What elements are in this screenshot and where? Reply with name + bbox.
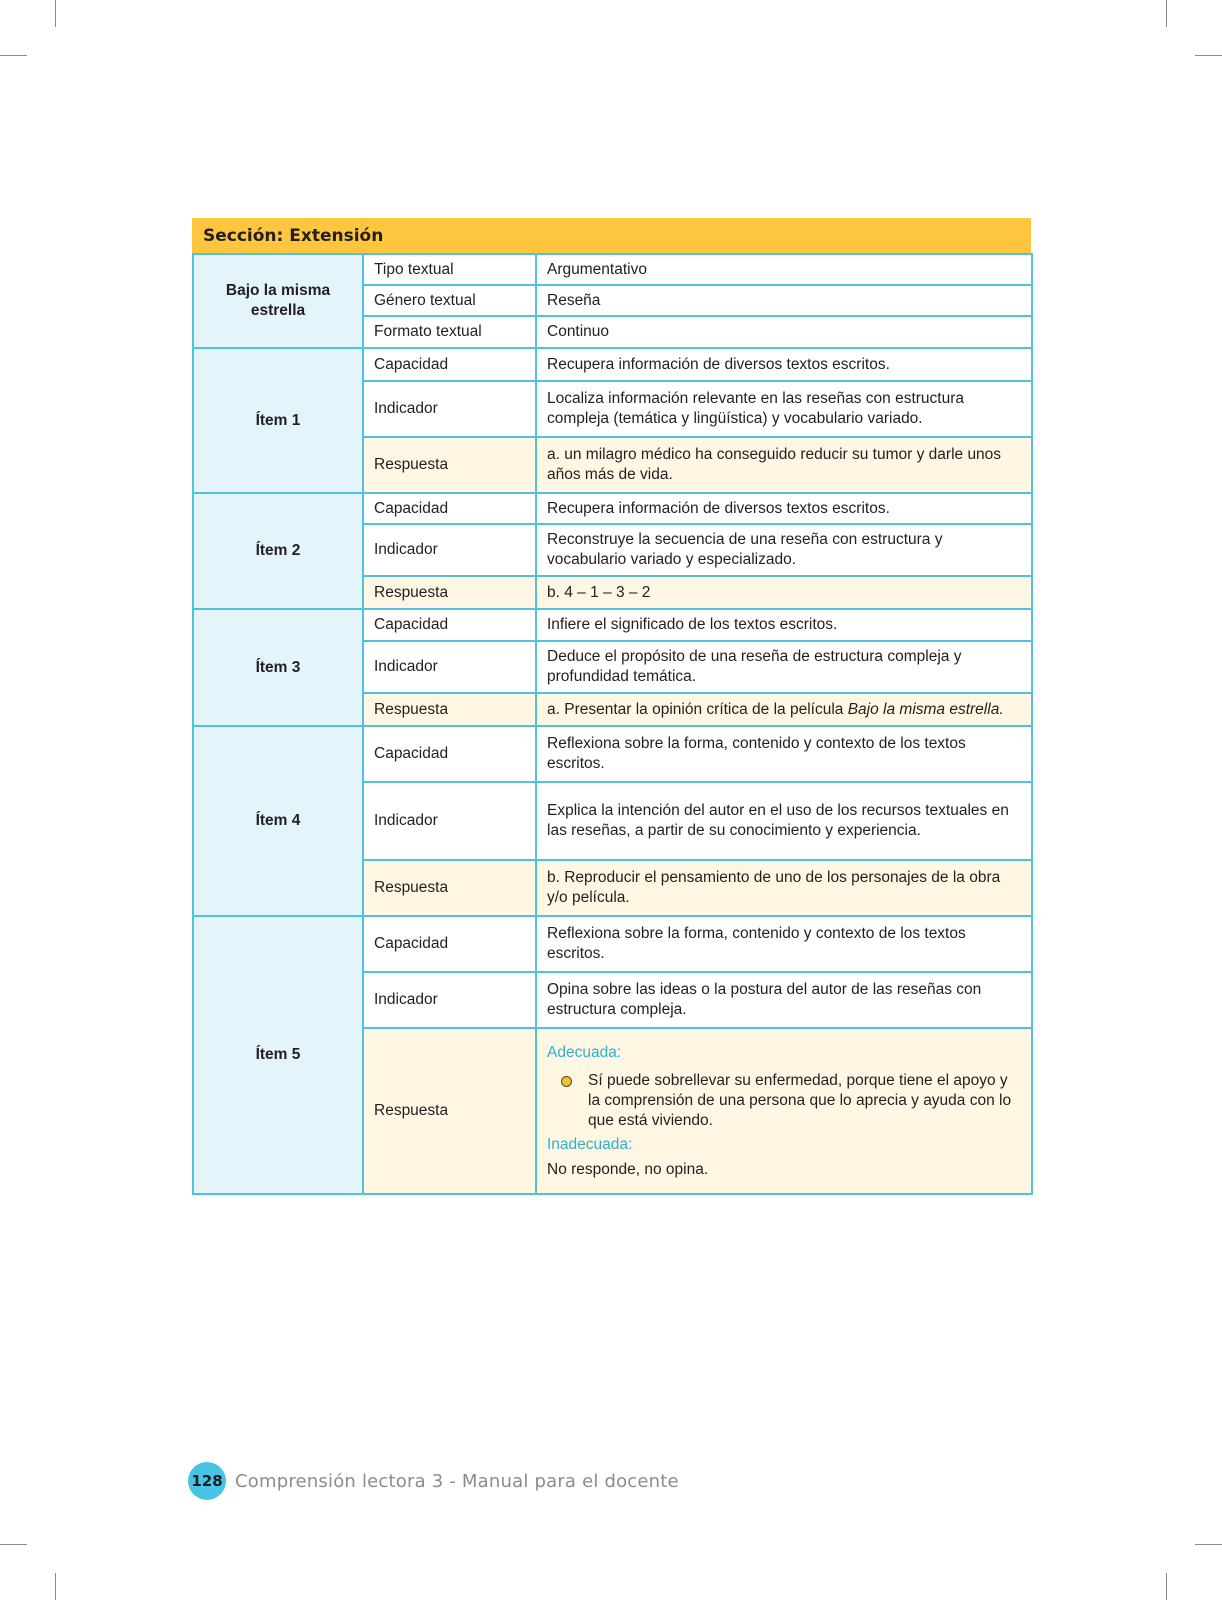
crop-mark: [1166, 1573, 1167, 1600]
indicador-value: Deduce el propósito de una reseña de estructura compleja y profundidad temática.: [536, 641, 1032, 693]
row-label: Respuesta: [363, 1028, 536, 1194]
respuesta-value: b. Reproducir el pensamiento de uno de los personajes de la obra y/o película.: [536, 860, 1032, 916]
row-label: Capacidad: [363, 348, 536, 381]
row-label: Capacidad: [363, 726, 536, 782]
row-label: Género textual: [363, 285, 536, 316]
adecuada-text: Sí puede sobrellevar su enfermedad, porque tiene el apoyo y la comprensión de una persona que lo aprecia y ayuda con lo que está viviendo.: [588, 1071, 1012, 1129]
table-row: [193, 916, 1032, 972]
table-row: [193, 726, 1032, 782]
row-label: Indicador: [363, 524, 536, 576]
page-number: 128: [188, 1462, 226, 1500]
table-row: [193, 493, 1032, 524]
indicador-value: Reconstruye la secuencia de una reseña con estructura y vocabulario variado y especializado.: [536, 524, 1032, 576]
crop-mark: [55, 1573, 56, 1600]
row-label: Indicador: [363, 381, 536, 437]
film-title: Bajo la misma estrella.: [847, 700, 1004, 718]
row-label: Capacidad: [363, 916, 536, 972]
page-footer: [188, 1462, 679, 1500]
row-label: Respuesta: [363, 437, 536, 493]
row-label: Respuesta: [363, 860, 536, 916]
table-row: [193, 348, 1032, 381]
crop-mark: [1195, 1544, 1222, 1545]
respuesta-value: [536, 1028, 1032, 1194]
crop-mark: [1166, 0, 1167, 27]
capacidad-value: Reflexiona sobre la forma, contenido y contexto de los textos escritos.: [536, 726, 1032, 782]
crop-mark: [1195, 55, 1222, 56]
adecuada-item: [547, 1071, 1021, 1131]
respuesta-prefix: a. Presentar la opinión crítica de la película: [547, 700, 848, 718]
row-label: Formato textual: [363, 316, 536, 348]
indicador-value: Localiza información relevante en las reseñas con estructura compleja (temática y lingüística) y vocabulario variado.: [536, 381, 1032, 437]
bullet-icon: [561, 1076, 572, 1087]
row-label: Indicador: [363, 972, 536, 1028]
capacidad-value: Recupera información de diversos textos escritos.: [536, 493, 1032, 524]
indicador-value: Opina sobre las ideas o la postura del autor de las reseñas con estructura compleja.: [536, 972, 1032, 1028]
item-title: Ítem 3: [193, 609, 363, 726]
item-title: Ítem 1: [193, 348, 363, 493]
indicador-value: Explica la intención del autor en el uso de los recursos textuales en las reseñas, a partir de su conocimiento y experiencia.: [536, 782, 1032, 860]
capacidad-value: Reflexiona sobre la forma, contenido y contexto de los textos escritos.: [536, 916, 1032, 972]
row-label: Tipo textual: [363, 254, 536, 285]
item-title: Ítem 4: [193, 726, 363, 916]
adecuada-label: Adecuada:: [547, 1043, 622, 1061]
crop-mark: [55, 0, 56, 27]
row-label: Capacidad: [363, 493, 536, 524]
row-label: Respuesta: [363, 693, 536, 726]
table-row: [193, 609, 1032, 641]
row-value: Continuo: [536, 316, 1032, 348]
respuesta-value: [536, 693, 1032, 726]
capacidad-value: Recupera información de diversos textos escritos.: [536, 348, 1032, 381]
section-header: Sección: Extensión: [192, 218, 1031, 253]
row-value: Reseña: [536, 285, 1032, 316]
text-title-cell: Bajo la misma estrella: [193, 254, 363, 348]
row-label: Respuesta: [363, 576, 536, 609]
inadecuada-label: Inadecuada:: [547, 1135, 633, 1153]
evaluation-table: [192, 253, 1033, 1195]
respuesta-value: a. un milagro médico ha conseguido reducir su tumor y darle unos años más de vida.: [536, 437, 1032, 493]
crop-mark: [0, 1544, 27, 1545]
footer-title: Comprensión lectora 3 - Manual para el docente: [235, 1470, 679, 1492]
inadecuada-text: No responde, no opina.: [547, 1160, 709, 1178]
respuesta-value: b. 4 – 1 – 3 – 2: [536, 576, 1032, 609]
item-title: Ítem 5: [193, 916, 363, 1194]
item-title: Ítem 2: [193, 493, 363, 609]
row-value: Argumentativo: [536, 254, 1032, 285]
crop-mark: [0, 55, 27, 56]
row-label: Capacidad: [363, 609, 536, 641]
table-row: [193, 254, 1032, 285]
capacidad-value: Infiere el significado de los textos escritos.: [536, 609, 1032, 641]
row-label: Indicador: [363, 641, 536, 693]
row-label: Indicador: [363, 782, 536, 860]
